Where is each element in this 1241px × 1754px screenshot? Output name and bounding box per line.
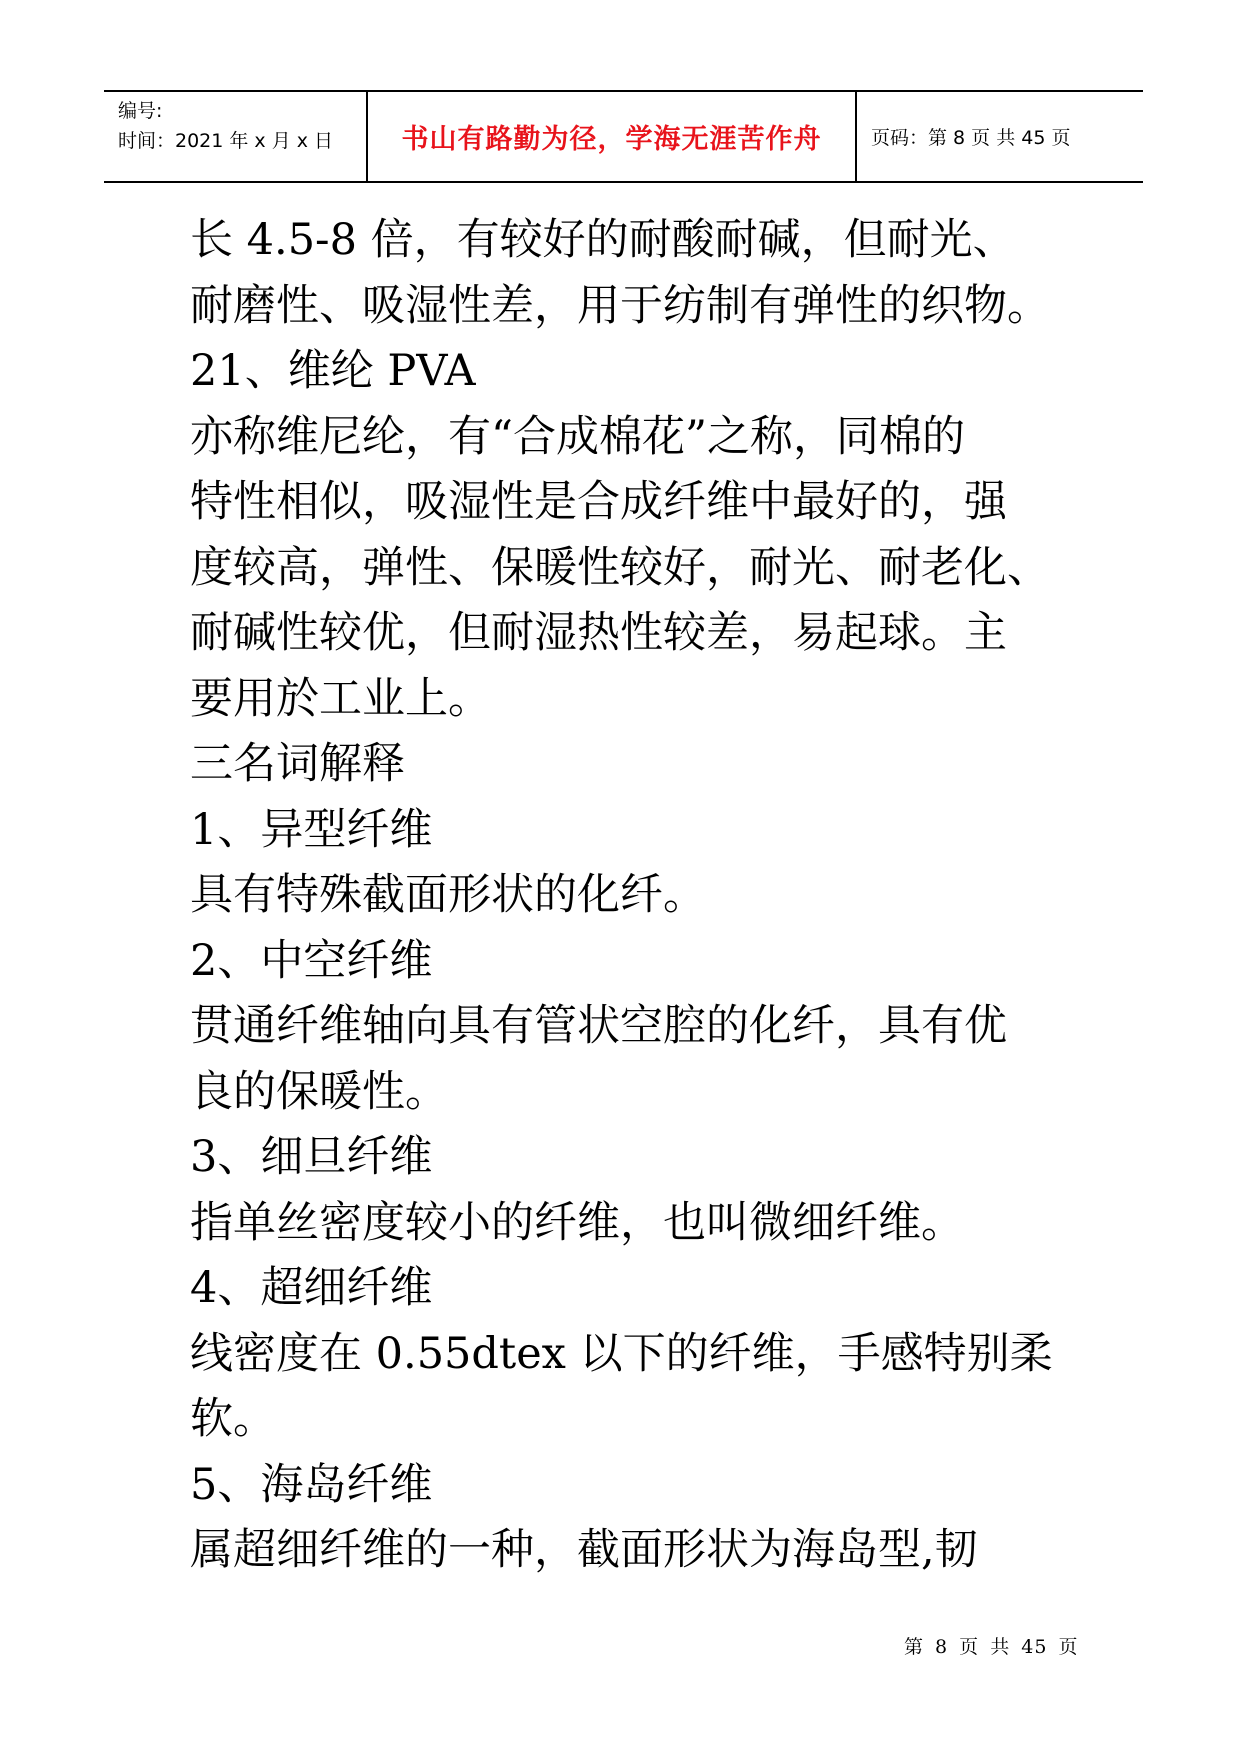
- body-line: 线密度在 0.55dtex 以下的纤维，手感特别柔: [190, 1328, 1053, 1379]
- body-line: 良的保暖性。: [190, 1066, 448, 1117]
- body-line: 贯通纤维轴向具有管状空腔的化纤，具有优: [190, 1001, 1007, 1051]
- body-line: 长 4.5-8 倍，有较好的耐酸耐碱，但耐光、: [190, 215, 1016, 265]
- body-line: 指单丝密度较小的纤维，也叫微细纤维。: [190, 1197, 964, 1248]
- term-heading: 4、超细纤维: [190, 1263, 433, 1313]
- body-line: 具有特殊截面形状的化纤。: [190, 870, 706, 920]
- body-line: 度较高，弹性、保暖性较好，耐光、耐老化、: [190, 542, 1050, 593]
- header-page-info: 页码：第 8 页 共 45 页: [871, 127, 1071, 149]
- page-footer: 第 8 页 共 45 页: [904, 1636, 1079, 1658]
- document-time-label: 时间：2021 年 x 月 x 日: [118, 130, 334, 152]
- term-heading: 5、海岛纤维: [190, 1459, 433, 1510]
- document-body: [190, 208, 1070, 1584]
- body-line: 要用於工业上。: [190, 673, 491, 724]
- section-heading: 21、维纶 PVA: [190, 346, 476, 396]
- document-number-label: 编号:: [118, 100, 163, 122]
- page-header: [104, 90, 1143, 183]
- body-line: 特性相似，吸湿性是合成纤维中最好的，强: [190, 477, 1007, 527]
- term-heading: 1、异型纤维: [190, 804, 433, 855]
- body-line: 耐碱性较优，但耐湿热性较差，易起球。主: [190, 608, 1007, 658]
- body-line: 亦称维尼纶，有“合成棉花”之称，同棉的: [190, 411, 965, 462]
- body-line: 属超细纤维的一种，截面形状为海岛型,韧: [190, 1525, 978, 1575]
- body-line: 软。: [190, 1394, 276, 1444]
- header-motto: 书山有路勤为径，学海无涯苦作舟: [368, 92, 857, 181]
- header-meta: [104, 92, 368, 181]
- body-line: 耐磨性、吸湿性差，用于纺制有弹性的织物。: [190, 280, 1050, 331]
- section-heading: 三名词解释: [190, 739, 405, 789]
- term-heading: 2、中空纤维: [190, 935, 433, 986]
- term-heading: 3、细旦纤维: [190, 1132, 433, 1182]
